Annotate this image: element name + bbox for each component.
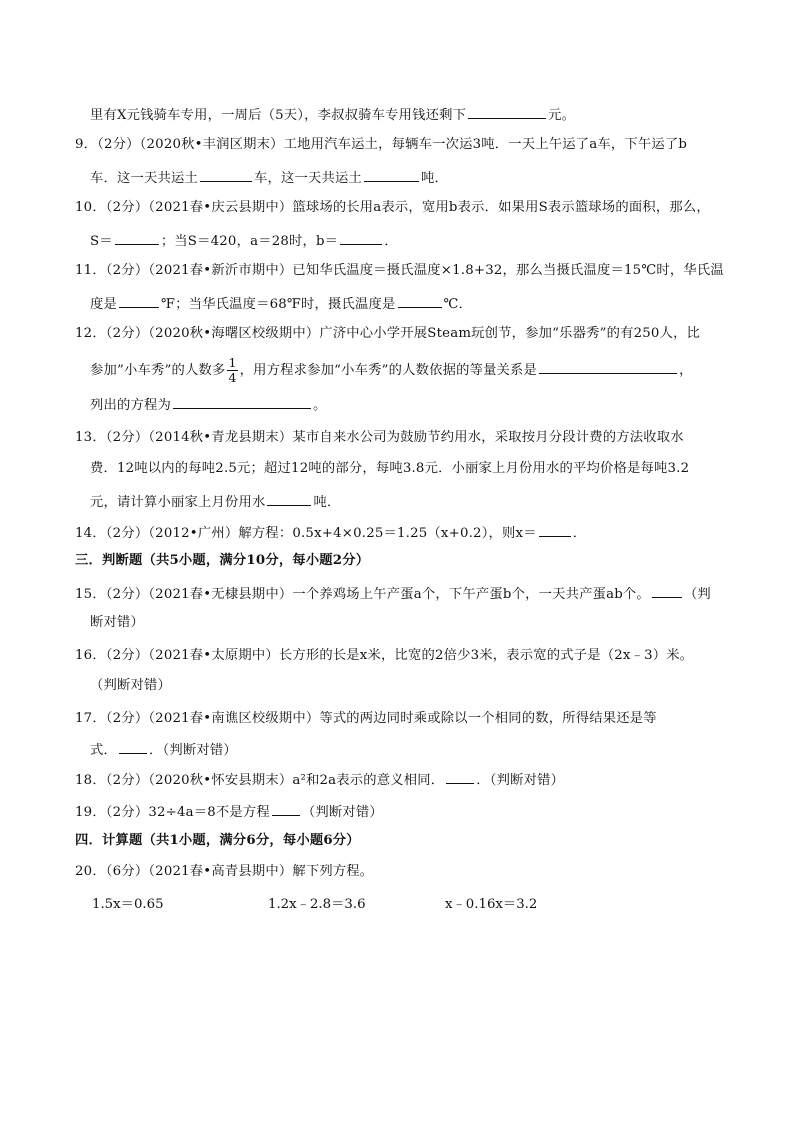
- q17-text-a: 式．: [90, 743, 117, 758]
- answer-blank[interactable]: [340, 229, 382, 245]
- q14-text-a: 14．（2分）（2012•广州）解方程：0.5x+4×0.25＝1.25（x+0.2），则x＝: [75, 526, 537, 541]
- answer-blank[interactable]: [115, 229, 159, 245]
- q17-line2: [90, 738, 237, 761]
- answer-blank[interactable]: [119, 738, 147, 754]
- fraction-denominator: 4: [228, 370, 237, 385]
- q13-text-b: 吨．: [313, 495, 341, 510]
- equation-2: 1.2x﹣2.8＝3.6: [268, 897, 366, 912]
- answer-blank[interactable]: [272, 800, 300, 816]
- q11-text-b: ℉；当华氏温度＝68℉时，摄氏温度是: [161, 297, 396, 312]
- answer-blank[interactable]: [539, 358, 677, 374]
- q19-text-b: （判断对错）: [301, 805, 383, 820]
- equation-3: x﹣0.16x＝3.2: [445, 897, 538, 912]
- q11-line1: 11．（2分）（2021春•新沂市期中）已知华氏温度＝摄氏温度×1.8+32，那么当摄氏温度＝15℃时，华氏温: [75, 263, 724, 278]
- q19-line1: [75, 800, 383, 823]
- q9-text-c: 吨．: [420, 171, 448, 186]
- answer-blank[interactable]: [173, 393, 311, 409]
- q12-text-d: 列出的方程为: [90, 398, 171, 413]
- q14-line1: [75, 521, 586, 544]
- section-3-heading: 三．判断题（共5小题，满分10分，每小题2分）: [75, 553, 370, 568]
- answer-blank[interactable]: [267, 490, 311, 506]
- q14-text-b: ．: [572, 526, 587, 541]
- section-4-heading: 四．计算题（共1小题，满分6分，每小题6分）: [75, 833, 360, 848]
- q10-text-c: ．: [384, 234, 398, 249]
- answer-blank[interactable]: [398, 292, 442, 308]
- q17-text-b: ．（判断对错）: [149, 743, 237, 758]
- q10-text-a: S＝: [90, 234, 113, 249]
- q12-line1: 12．（2分）（2020秋•海曙区校级期中）广济中心小学开展Steam玩创节，参加“乐器秀”的有250人，比: [75, 326, 701, 341]
- q13-line2: 费．12吨以内的每吨2.5元；超过12吨的部分，每吨3.8元．小丽家上月份用水的平均价格是每吨3.2: [90, 461, 690, 476]
- answer-blank[interactable]: [468, 103, 546, 119]
- answer-blank[interactable]: [539, 521, 571, 537]
- q17-line1: 17．（2分）（2021春•南谯区校级期中）等式的两边同时乘或除以一个相同的数，所得结果还是等: [75, 711, 657, 726]
- q13-line3: [90, 490, 340, 513]
- q8-continuation: [90, 103, 575, 126]
- q12-text-a: 参加”小车秀”的人数多: [90, 363, 226, 378]
- answer-blank[interactable]: [446, 768, 474, 784]
- q16-line1: 16．（2分）（2021春•太原期中）长方形的长是x米，比宽的2倍少3米，表示宽的式子是（2x﹣3）米。: [75, 648, 694, 663]
- q18-line1: [75, 768, 564, 791]
- q12-text-e: 。: [312, 398, 327, 413]
- equation-1: 1.5x＝0.65: [92, 897, 164, 912]
- q13-line1: 13．（2分）（2014秋•青龙县期末）某市自来水公司为鼓励节约用水，采取按月分段计费的方法收取水: [75, 430, 684, 445]
- q11-text-a: 度是: [90, 297, 117, 312]
- q8-text: 里有X元钱骑车专用，一周后（5天），李叔叔骑车专用钱还剩下: [90, 108, 467, 123]
- q12-text-c: ，: [679, 363, 693, 378]
- q9-line1: 9．（2分）（2020秋•丰润区期末）工地用汽车运土，每辆车一次运3吨．一天上午运了a车，下午运了b: [75, 137, 688, 152]
- q10-text-b: ；当S＝420，a＝28时，b＝: [160, 234, 339, 249]
- q15-text-a: 15．（2分）（2021春•无棣县期中）一个养鸡场上午产蛋a个，下午产蛋b个，一天共产蛋ab个。: [75, 587, 650, 602]
- q9-text-b: 车，这一天共运土: [253, 171, 362, 186]
- q15-text-b: （判: [683, 587, 711, 602]
- q9-text-a: 车．这一天共运土: [90, 171, 198, 186]
- answer-blank[interactable]: [200, 166, 252, 182]
- q12-line2: [90, 356, 693, 385]
- q18-text-a: 18．（2分）（2020秋•怀安县期末）a²和2a表示的意义相同．: [75, 773, 445, 788]
- q11-text-c: ℃．: [443, 297, 473, 312]
- q12-line3: [90, 393, 326, 416]
- q12-text-b: ，用方程求参加“小车秀”的人数依据的等量关系是: [239, 363, 538, 378]
- q20-line1: 20．（6分）（2021春•高青县期中）解下列方程。: [75, 864, 374, 879]
- fraction-one-quarter: [227, 356, 237, 385]
- q15-line2: 断对错）: [90, 615, 144, 630]
- q15-line1: [75, 582, 711, 605]
- q16-line2: （判断对错）: [90, 678, 171, 693]
- q13-text-a: 元，请计算小丽家上月份用水: [90, 495, 266, 510]
- q10-line2: [90, 229, 398, 252]
- q18-text-b: ．（判断对错）: [476, 773, 565, 788]
- q9-line2: [90, 166, 448, 189]
- answer-blank[interactable]: [364, 166, 419, 182]
- answer-blank[interactable]: [119, 292, 159, 308]
- q10-line1: 10．（2分）（2021春•庆云县期中）篮球场的长用a表示，宽用b表示．如果用S表示篮球场的面积，那么，: [75, 200, 710, 215]
- q11-line2: [90, 292, 472, 315]
- fraction-numerator: 1: [228, 355, 237, 370]
- q8-unit: 元。: [548, 108, 576, 123]
- q19-text-a: 19．（2分）32÷4a＝8不是方程: [75, 805, 270, 820]
- answer-blank[interactable]: [652, 582, 682, 598]
